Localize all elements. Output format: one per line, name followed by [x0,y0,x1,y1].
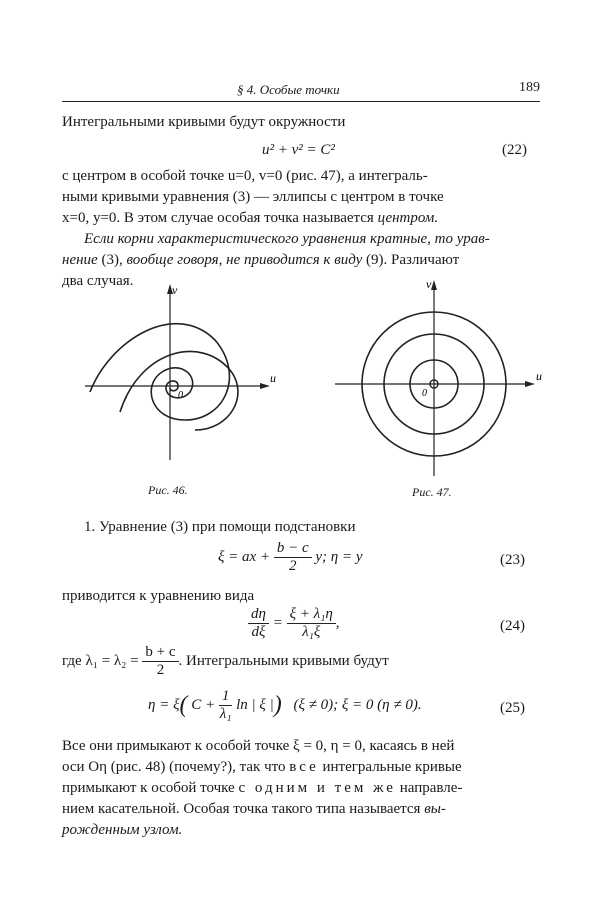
equation-24-number: (24) [500,618,525,634]
eq24-lhs [248,606,269,641]
eq25-frac-num: 1 [219,688,233,706]
eq24-equals: = [272,614,287,631]
figure-46-caption: Рис. 46. [148,483,188,497]
paragraph-multiple-roots-line3: два случая. [62,273,134,289]
center-text: x=0, y=0. В этом случае особая точка называется [62,210,378,226]
paragraph-node-line2 [62,759,462,776]
eq25-a: η = ξ [148,696,180,713]
header-rule [62,101,540,102]
mr-text-c: вообще говоря, не приводится к виду [126,252,363,268]
figure-46 [80,280,280,500]
eq24-rhs-num: ξ + λ₁η [287,606,336,624]
mr-text-b: (3), [97,252,127,268]
figure-47 [330,276,550,496]
eq25-lparen: ( [179,692,188,718]
eq23-fraction [274,540,312,575]
p7-l2-a: оси Oη (рис. 48) (почему?), так что [62,759,290,775]
p7-l4-a: нием касательной. Особая точка такого типа называется [62,801,425,817]
paragraph-lambda [62,644,389,679]
eq24-rhs-den: λ₁ξ [302,624,321,640]
paragraph-reduces-to: приводится к уравнению вида [62,588,255,604]
section-title: § 4. Особые точки [237,82,340,97]
paragraph-multiple-roots-line1: Если корни характеристического уравнения кратные, то урав- [84,231,490,247]
paragraph-node-line5: рожденным узлом. [62,822,183,838]
p6-frac-num: b + c [142,644,178,662]
paragraph-case-1: 1. Уравнение (3) при помощи подстановки [84,519,356,535]
equation-22-number: (22) [502,142,527,158]
equation-23 [218,540,362,575]
fig47-origin-label: 0 [422,388,427,399]
fig46-u-label: u [270,371,276,385]
fig47-u-label: u [536,369,542,383]
p7-l2-c: интегральные кривые [318,759,462,775]
p7-l3-c: направле- [395,780,463,796]
equation-25 [148,688,422,723]
paragraph-center-line2: ными кривыми уравнения (3) — эллипсы с центром в точке [62,189,444,205]
page-header [62,80,540,102]
paragraph-node-line4 [62,801,446,818]
fig46-origin-label: 0 [178,390,183,401]
eq24-rhs [287,606,336,641]
equation-23-number: (23) [500,552,525,568]
p7-l3-b: с одним и тем же [238,780,396,796]
fig47-v-arrow [431,280,437,290]
eq25-rparen: ) [273,692,282,718]
paragraph-center-line3 [62,210,438,227]
mr-text-a: нение [62,252,98,268]
equation-24 [248,606,340,641]
eq25-b: C + [191,696,216,713]
eq23-frac-num: b − c [274,540,312,558]
term-center: центром. [377,210,439,226]
p6-b: . Интегральными кривыми будут [178,652,389,669]
fig46-v-label: v [172,283,178,297]
fig47-v-label: v [426,277,432,291]
eq23-left: ξ = ax + [218,548,271,565]
p6-a: где λ₁ = λ₂ = [62,652,139,669]
paragraph-multiple-roots-line2 [62,252,459,269]
p7-l4-b: вы- [424,801,446,817]
paragraph-circles: Интегральными кривыми будут окружности [62,114,346,130]
fig46-spiral [90,324,229,420]
equation-22: u² + v² = C² [262,142,335,158]
eq24-comma: , [335,614,340,631]
eq23-right: y; η = y [315,548,363,565]
paragraph-node-line3 [62,780,462,797]
eq24-lhs-den: dξ [251,624,266,640]
mr-text-d: (9). Различают [362,252,460,268]
figure-47-caption: Рис. 47. [412,485,452,499]
eq25-frac-den: λ₁ [219,706,232,722]
page-number: 189 [519,80,540,95]
paragraph-node-line1: Все они примыкают к особой точке ξ = 0, η = 0, касаясь в ней [62,738,455,754]
p7-l2-b: все [289,759,319,775]
eq24-lhs-num: dη [248,606,269,624]
eq25-c: ln | ξ | [236,696,274,713]
fig46-u-arrow [260,383,270,389]
p6-frac-den: 2 [156,662,165,678]
p6-fraction [142,644,178,679]
paragraph-center-line1: с центром в особой точке u=0, v=0 (рис. 47), а интеграль- [62,168,428,184]
equation-25-number: (25) [500,700,525,716]
eq25-d: (ξ ≠ 0); ξ = 0 (η ≠ 0). [293,696,422,713]
p7-l3-a: примыкают к особой точке [62,780,239,796]
eq25-fraction [219,688,233,723]
fig47-u-arrow [525,381,535,387]
eq23-frac-den: 2 [288,558,297,574]
